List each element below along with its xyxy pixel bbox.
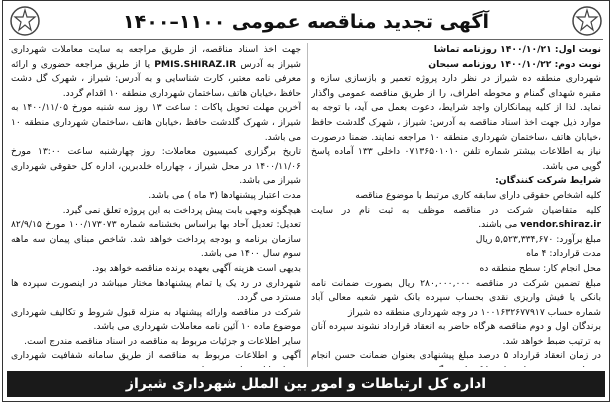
pmis-site-link[interactable]: PMIS.SHIRAZ.IR xyxy=(154,58,237,70)
prepayment-note: هیچگونه وجهی بابت پیش پرداخت به این پروژه تعلق نمی گیرد. xyxy=(62,204,301,216)
contract-duration: مدت قرارداد: ۴ ماه xyxy=(526,248,601,260)
vendor-site-link[interactable]: vendor.shiraz.ir xyxy=(520,219,601,231)
commission-date: تاریخ برگزاری کمیسیون معاملات: روز چهارشنبه ساعت ۱۳:۰۰ مورخ ۱۴۰۰/۱۱/۰۶ در محل شیراز ، چهارراه خلدبرین، اداره کل حقوقی شهرداری شیراز می باشد. xyxy=(11,146,301,187)
acceptance-note: شرکت در مناقصه وارائه پیشنهاد به منزله قبول شروط و تکالیف شهرداری موضوع ماده ۱۰ آئین نامه معاملات شهرداری می باشد. xyxy=(11,306,301,333)
page-title: آگهی تجدید مناقصه عمومی ۱۱۰۰–۱۴۰۰ xyxy=(123,11,489,33)
right-column xyxy=(311,43,601,367)
documents-note: جهت اخذ اسناد مناقصه، از طریق مراجعه به سایت معاملات شهرداری شیراز به آدرس PMIS.SHIRAZ.IR یا از طریق مراجعه حضوری و ارائه معرفی نامه معتبر، کارت شناسایی و به آدرس: شیراز ، شهرک گل دشت حافظ ،خیابان هاتف ،ساختمان شهرداری منطقه ۱۰ اقدام گردد. xyxy=(11,44,301,99)
eligibility-item: کلیه اشخاص حقوقی دارای سابقه کاری مرتبط با موضوع مناقصه xyxy=(355,189,601,201)
newspaper-ad xyxy=(2,0,610,402)
eligibility-heading: شرایط شرکت کنندگان: xyxy=(495,175,601,187)
header xyxy=(7,5,605,39)
performance-guarantee: در زمان انعقاد قرارداد ۵ درصد مبلغ پیشنهادی بعنوان ضمانت حسن انجام xyxy=(311,350,601,362)
submission-deadline: آخرین مهلت تحویل پاکات : ساعت ۱۳ روز سه شنبه مورخ ۱۴۰۰/۱۱/۰۵ به شیراز ، شهرک گلدشت حافظ ،خیابان هاتف ،ساختمان شهرداری منطقه ۱۰ می باشد. xyxy=(11,102,301,143)
winners-note: برندگان اول و دوم مناقصه هرگاه حاضر به انعقاد قرارداد نشوند سپرده آنان به ترتیب ضبط خواهد شد. xyxy=(311,321,601,347)
price-adjustment: تعدیل: تعدیل آحاد بها براساس بخشنامه شماره ۱۰۰/۱۷۳۰۷۳ مورخ ۸۲/۹/۱۵ سازمان برنامه و بودجه پرداخت خواهد شد. شاخص مبنای پیمان سه ماهه سوم سال ۱۴۰۰ می باشد. xyxy=(11,219,301,260)
publication-second: نوبت دوم: ۱۴۰۰/۱۰/۲۲ روزنامه سبحان xyxy=(428,58,601,70)
rejection-right: شهرداری در رد یک یا تمام پیشنهادها مختار میباشد در اینصورت سپرده ها مسترد می گردد. xyxy=(11,277,301,304)
footer-banner: اداره کل ارتباطات و امور بین الملل شهرداری شیراز xyxy=(7,371,605,397)
estimated-amount: مبلغ برآورد: ۵,۵۲۳,۳۳۴,۶۷۰ ریال xyxy=(475,233,601,245)
transparency-note: آگهی و اطلاعات مربوط به مناقصه از طریق سامانه شفافیت شهرداری xyxy=(11,350,301,362)
bid-guarantee: مبلغ تضمین شرکت در مناقصه ۲۸۰,۰۰۰,۰۰۰ ریال بصورت ضمانت نامه بانکی یا فیش واریزی نقدی بحساب سپرده بانک شهر شعبه معالی آباد شماره حساب ۱۰۰۱۶۳۲۶۷۷۹۱۷ در وجه شهرداری منطقه ده شیراز xyxy=(311,277,601,318)
tender-description: شهرداری منطقه ده شیراز در نظر دارد پروژه تعمیر و بازسازی سازه و مقبره شهدای گمنام و محوطه اطراف، را از طریق مناقصه عمومی واگذار نماید. لذا از کلیه پیمانکاران واجد شرایط، دعوت بعمل می آید، با توجه به موارد ذیل جهت اخذ اسناد مناقصه به آدرس: شیراز ، شهرک گلدشت حافظ ،خیابان هاتف ،ساختمان شهرداری منطقه ۱۰ مراجعه نمایند. ضمنا درصورت نیاز به اطلاعات بیشتر شماره تلفن ۰۷۱۳۶۵۰۱۰۱۰ داخلی ۱۳۳ آماده پاسخ گویی می باشد. xyxy=(311,73,601,172)
left-column xyxy=(11,43,301,367)
column-divider xyxy=(307,43,308,367)
ad-cost-note: بدیهی است هزینه آگهی بعهده برنده مناقصه خواهد بود. xyxy=(92,262,301,274)
header-divider xyxy=(9,39,603,40)
shiraz-municipality-logo-icon xyxy=(9,5,41,37)
shiraz-municipality-logo-icon xyxy=(571,5,603,37)
publication-first: نوبت اول: ۱۴۰۰/۱۰/۲۱ روزنامه تماشا xyxy=(433,44,601,55)
other-info: سایر اطلاعات و جزئیات مربوط به مناقصه در اسناد مناقصه مندرج است. xyxy=(24,335,301,347)
work-location: محل انجام کار: سطح منطقه ده xyxy=(479,262,601,274)
registration-note: کلیه متقاضیان شرکت در مناقصه موظف به ثبت نام در سایت vendor.shiraz.ir می باشند. xyxy=(311,204,601,231)
bid-validity: مدت اعتبار پیشنهادها (۳ ماه ) می باشد. xyxy=(148,189,301,201)
